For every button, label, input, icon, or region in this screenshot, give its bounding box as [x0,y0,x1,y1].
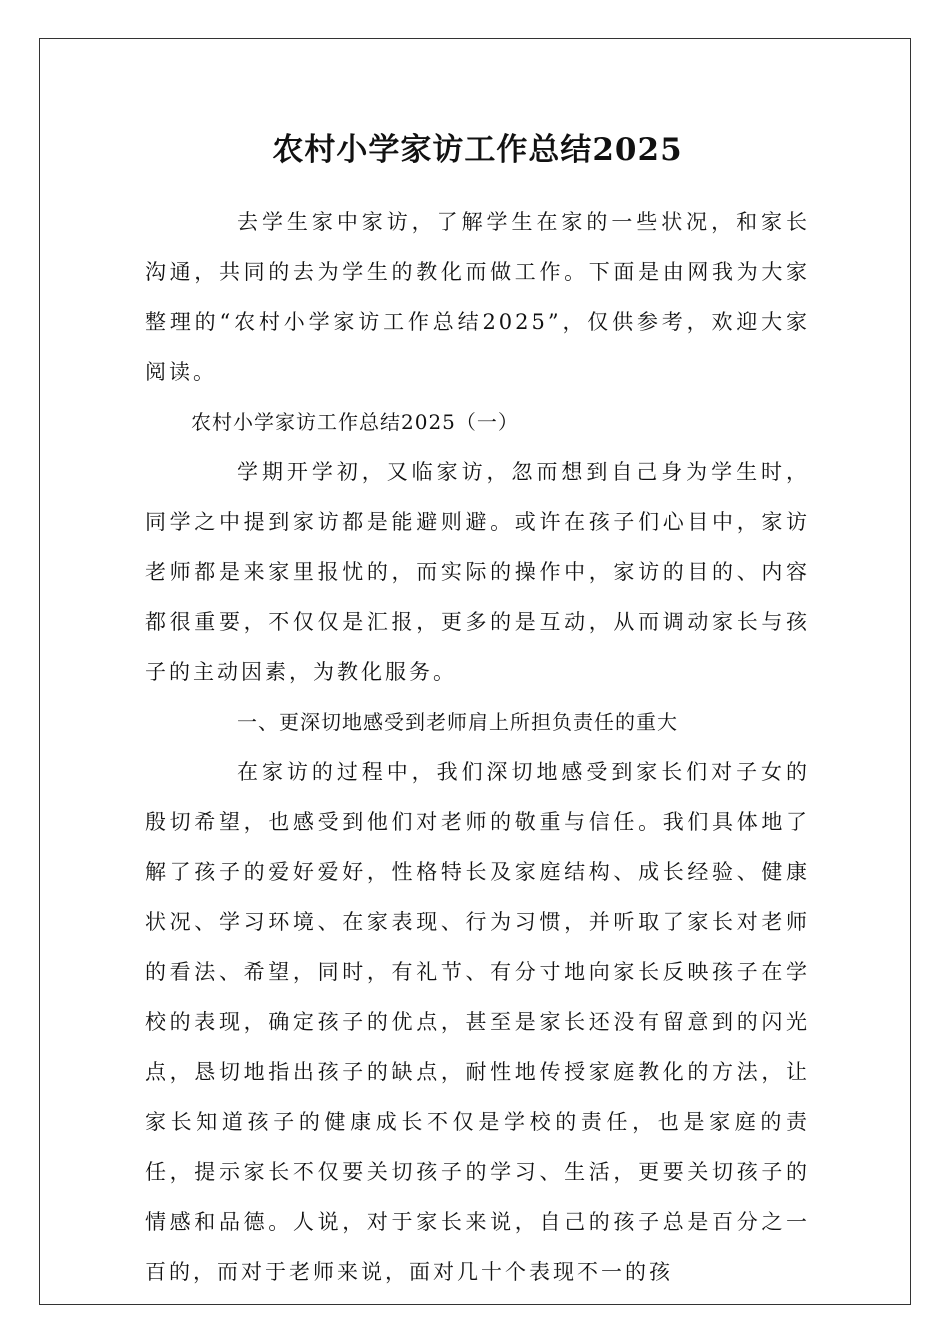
body-paragraph-1: 学期开学初，又临家访，忽而想到自己身为学生时，同学之中提到家访都是能避则避。或许在孩子们心目中，家访老师都是来家里报忧的，而实际的操作中，家访的目的、内容都很重要，不仅仅是汇报，更多的是互动，从而调动家长与孩子的主动因素，为教化服务。 [145,460,810,684]
section-heading-1: 一、更深切地感受到老师肩上所担负责任的重大 [237,710,678,734]
intro-paragraph: 去学生家中家访，了解学生在家的一些状况，和家长沟通，共同的去为学生的教化而做工作。下面是由网我为大家整理的“农村小学家访工作总结2025”，仅供参考，欢迎大家阅读。 [145,210,810,384]
document-title: 农村小学家访工作总结2025 [272,132,683,168]
document-body [145,128,810,1297]
body-paragraph-2: 在家访的过程中，我们深切地感受到家长们对子女的殷切希望，也感受到他们对老师的敬重与信任。我们具体地了解了孩子的爱好爱好，性格特长及家庭结构、成长经验、健康状况、学习环境、在家表现、行为习惯，并听取了家长对老师的看法、希望，同时，有礼节、有分寸地向家长反映孩子在学校的表现，确定孩子的优点，甚至是家长还没有留意到的闪光点，恳切地指出孩子的缺点，耐性地传授家庭教化的方法，让家长知道孩子的健康成长不仅是学校的责任，也是家庭的责任，提示家长不仅要关切孩子的学习、生活，更要关切孩子的情感和品德。人说，对于家长来说，自己的孩子总是百分之一百的，而对于老师来说，面对几十个表现不一的孩 [145,760,810,1284]
part-heading: 农村小学家访工作总结2025（一） [191,410,519,434]
